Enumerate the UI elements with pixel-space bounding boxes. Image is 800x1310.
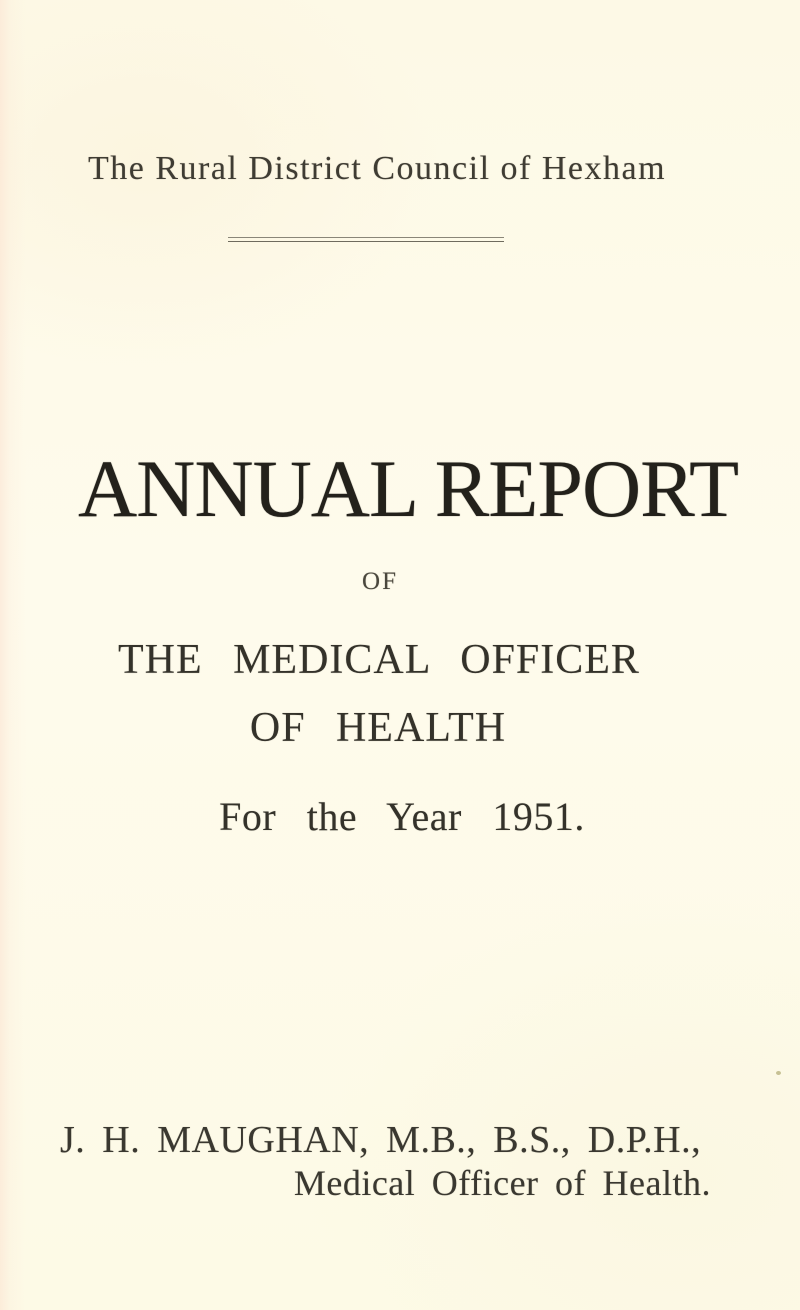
report-title: ANNUAL REPORT [77, 443, 739, 534]
subtitle-of-health: OF HEALTH [249, 705, 507, 751]
author-name-line: J. H. MAUGHAN, M.B., B.S., D.P.H., [60, 1119, 702, 1161]
publisher-line: The Rural District Council of Hexham [87, 150, 667, 187]
of-label: OF [362, 568, 398, 595]
paper-speck [776, 1071, 781, 1075]
year-line: For the Year 1951. [219, 794, 585, 839]
double-rule-divider [228, 237, 504, 242]
author-title-line: Medical Officer of Health. [293, 1163, 711, 1203]
subtitle-medical-officer: THE MEDICAL OFFICER [118, 637, 640, 683]
